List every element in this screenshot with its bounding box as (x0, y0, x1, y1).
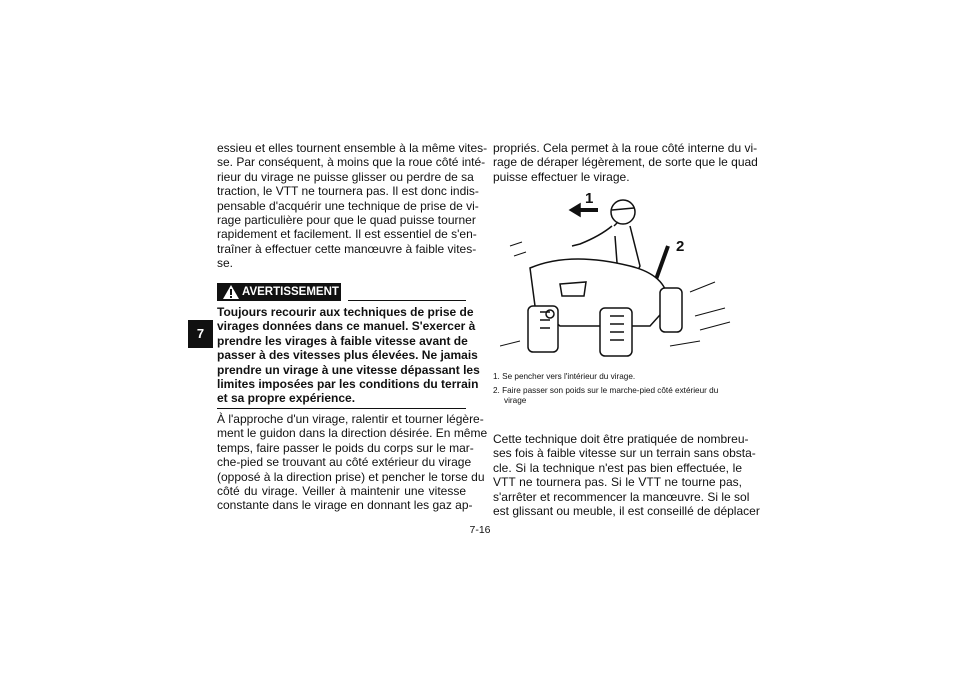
text-line: temps, faire passer le poids du corps sur le mar- (217, 440, 474, 455)
warning-label: AVERTISSEMENT (242, 286, 339, 298)
text-line: passer à des vitesses plus élevées. Ne jamais (217, 348, 478, 363)
text-line: traction, le VTT ne tournera pas. Il est donc indis- (217, 184, 479, 199)
warning-text (217, 305, 480, 406)
text-line: se. Par conséquent, à moins que la roue côté inté- (217, 155, 486, 170)
text-line: virages données dans ce manuel. S'exercer à (217, 319, 476, 334)
caption-1: 1. Se pencher vers l'intérieur du virage. (493, 372, 636, 381)
text-line: prendre les virages à faible vitesse avant de (217, 333, 468, 348)
text-line: propriés. Cela permet à la roue côté interne du vi- (493, 141, 758, 155)
text-line: rapidement et facilement. Il est essentiel de s'en- (217, 227, 477, 242)
text-line: VTT ne tournera pas. Si le VTT ne tourne pas, (493, 475, 742, 490)
left-paragraph-1 (217, 141, 488, 271)
text-line: pensable d'acquérir une technique de prise de vi- (217, 198, 479, 213)
figure-label-1: 1 (585, 190, 594, 207)
text-line: prendre un virage à une vitesse dépassant les (217, 362, 480, 377)
chapter-tab: 7 (188, 320, 213, 348)
text-line: et sa propre expérience. (217, 391, 356, 406)
text-line: puisse effectuer le virage. (493, 169, 630, 184)
text-line: se. (217, 256, 234, 271)
figure-label-2: 2 (676, 238, 685, 255)
text-line: traîner à effectuer cette manœuvre à faible vites- (217, 241, 477, 256)
atv-turning-illustration (500, 190, 740, 362)
text-line: (opposé à la direction prise) et pencher le torse du (217, 469, 485, 484)
text-line: Toujours recourir aux techniques de prise de (217, 305, 474, 319)
divider (217, 408, 466, 409)
text-line: À l'approche d'un virage, ralentir et tourner légère- (217, 412, 484, 426)
warning-badge (217, 283, 341, 301)
warning-triangle-icon (223, 285, 239, 299)
warning-header (217, 283, 466, 303)
caption-2-cont: virage (504, 396, 527, 405)
text-line: constante dans le virage en donnant les gaz ap- (217, 498, 473, 513)
text-line: rieur du virage ne puisse glisser ou perdre de sa (217, 169, 474, 184)
page-number: 7-16 (469, 524, 491, 536)
text-line: Cette technique doit être pratiquée de nombreu- (493, 432, 749, 446)
text-line: limites imposées par les conditions du terrain (217, 376, 479, 391)
left-paragraph-2 (217, 412, 488, 513)
text-line: che-pied se trouvant au côté extérieur du virage (217, 455, 472, 470)
text-line: rage de déraper légèrement, de sorte que le quad (493, 155, 758, 170)
text-line: s'arrêter et recommencer la manœuvre. Si le sol (493, 489, 750, 504)
text-line: essieu et elles tournent ensemble à la même vites- (217, 141, 488, 155)
text-line: côté du virage. Veiller à maintenir une vitesse (217, 483, 466, 498)
right-paragraph-1 (493, 141, 758, 184)
divider (348, 300, 466, 301)
figure-captions (493, 372, 742, 406)
text-line: ses fois à faible vitesse sur un terrain sans obsta- (493, 446, 756, 461)
caption-2: 2. Faire passer son poids sur le marche-pied côté extérieur du (493, 386, 719, 395)
text-line: est glissant ou meuble, il est conseillé de déplacer (493, 503, 760, 518)
text-line: cle. Si la technique n'est pas bien effectuée, le (493, 460, 742, 475)
right-paragraph-2 (493, 432, 760, 518)
text-line: rage particulière pour que le quad puisse tourner (217, 212, 476, 227)
text-line: ment le guidon dans la direction désirée. En même (217, 426, 488, 441)
